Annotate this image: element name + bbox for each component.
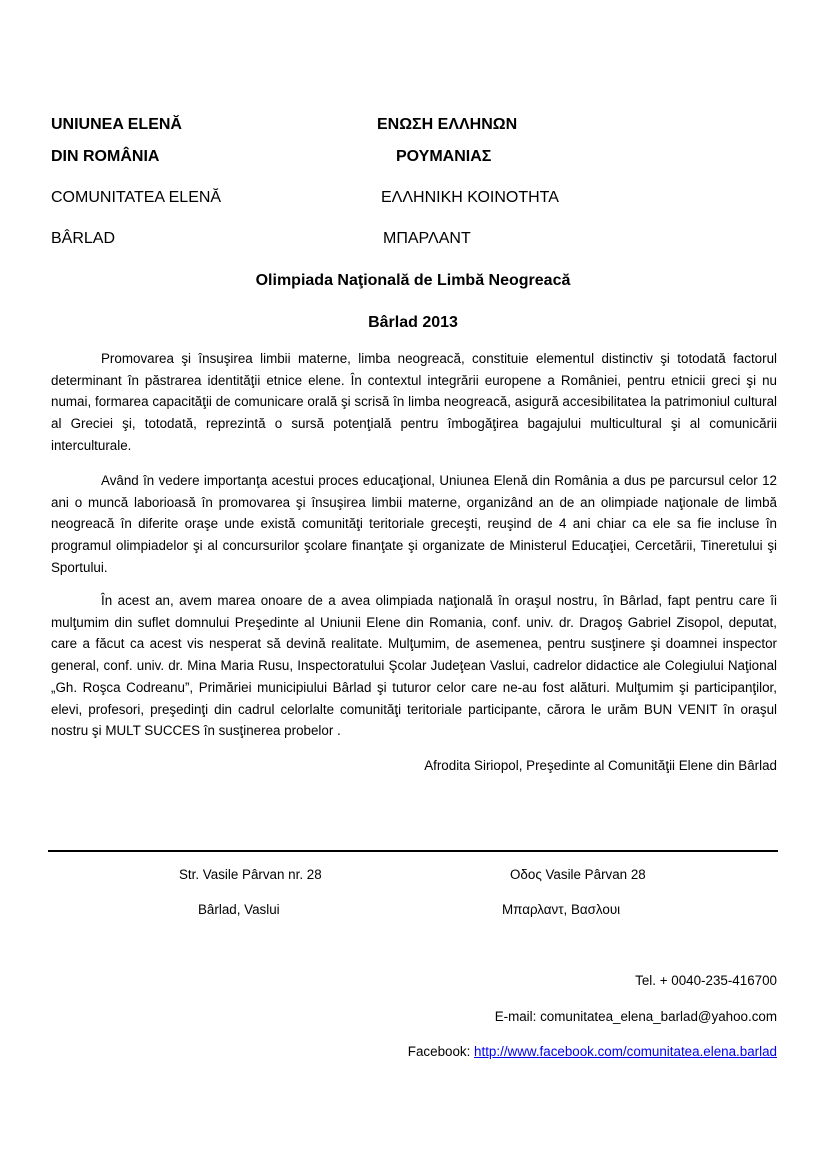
facebook-label: Facebook: bbox=[407, 1044, 475, 1059]
address-street-gr: Οδος Vasile Pârvan 28 bbox=[510, 867, 646, 882]
city-name-gr: ΜΠΑΡΛΑΝΤ bbox=[383, 230, 471, 247]
email-address: E-mail: comunitatea_elena_barlad@yahoo.com bbox=[494, 1009, 777, 1024]
org-name-gr-line1: ΕΝΩΣΗ ΕΛΛΗΝΩΝ bbox=[377, 116, 518, 133]
org-name-ro-line2: DIN ROMÂNIA bbox=[51, 148, 160, 165]
footer-divider bbox=[48, 850, 778, 852]
body-paragraph-1: Promovarea şi însuşirea limbii materne, limba neogreacă, constituie elementul distinctiv şi totodată factorul determinant în păstrarea identităţii etnice elene. În contextul integrării europene a României, pentru etnicii greci şi nu numai, formarea capacităţii de comunicare orală şi scrisă în limba neogreacă, asigură accesibilitatea la patrimoniul cultural al Greciei şi, totodată, reprezintă o sursă potenţială pentru îmbogăţirea bagajului multicultural şi al comunicării interculturale. bbox=[51, 351, 777, 453]
facebook-line bbox=[408, 1044, 777, 1059]
body-paragraph-3: În acest an, avem marea onoare de a avea olimpiada naţională în oraşul nostru, în Bârlad, fapt pentru care îi mulţumim din suflet domnului Preşedinte al Uniunii Elene din Romania, conf. univ. dr. Dragoş Gabriel Zisopol, deputat, care a făcut ca acest vis nesperat să devină realitate. Mulţumim, de asemenea, pentru susţinere şi doamnei inspector general, conf. univ. dr. Mina Maria Rusu, Inspectoratului Şcolar Judeţean Vaslui, cadrelor didactice ale Colegiului Naţional „Gh. Roşca Codreanu”, Primăriei municipiului Bârlad şi tuturor celor care ne-au fost alături. Mulţumim şi participanţilor, elevi, profesori, preşedinţi din cadrul celorlalte comunităţi teritoriale participante, cărora le urăm BUN VENIT în oraşul nostru şi MULT SUCCES în susţinerea probelor . bbox=[51, 593, 777, 739]
address-street-ro: Str. Vasile Pârvan nr. 28 bbox=[179, 867, 322, 882]
signature-line: Afrodita Siriopol, Preşedinte al Comunităţii Elene din Bârlad bbox=[424, 758, 777, 773]
community-name-ro: COMUNITATEA ELENĂ bbox=[51, 189, 222, 206]
address-city-gr: Μπαρλαντ, Βασλουι bbox=[502, 902, 621, 917]
document-subtitle: Bârlad 2013 bbox=[368, 314, 458, 331]
body-paragraph-2: Având în vedere importanţa acestui proces educaţional, Uniunea Elenă din România a dus pe parcursul celor 12 ani o muncă laborioasă în promovarea şi însuşirea limbii materne, organizând an de an olimpiade naţionale de limbă neogreacă în diferite oraşe unde există comunităţi teritoriale greceşti, reuşind de 4 ani chiar ca ele sa fie incluse în programul olimpiadelor şi al concursurilor şcolare finanţate şi organizate de Ministerul Educaţiei, Cercetării, Tineretului şi Sportului. bbox=[51, 473, 777, 575]
org-name-ro-line1: UNIUNEA ELENĂ bbox=[51, 116, 182, 133]
facebook-link[interactable]: http://www.facebook.com/comunitatea.elena.barlad bbox=[474, 1044, 777, 1059]
document-title: Olimpiada Naţională de Limbă Neogreacă bbox=[255, 272, 571, 289]
community-name-gr: ΕΛΛΗΝΙΚΗ ΚΟΙΝΟΤΗΤΑ bbox=[381, 189, 559, 206]
org-name-gr-line2: ΡΟΥΜΑΝΙΑΣ bbox=[396, 148, 492, 165]
city-name-ro: BÂRLAD bbox=[51, 230, 116, 247]
address-city-ro: Bârlad, Vaslui bbox=[198, 902, 280, 917]
phone-number: Tel. + 0040-235-416700 bbox=[635, 973, 777, 988]
